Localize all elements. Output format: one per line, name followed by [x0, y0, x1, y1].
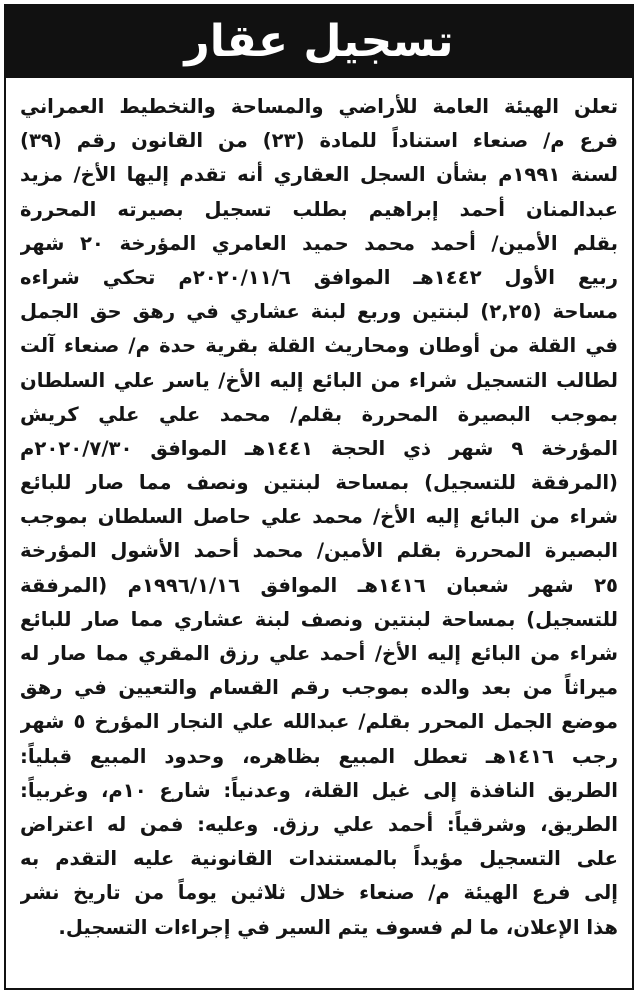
body-line-12: (المرفقة للتسجيل) بمساحة لبنتين ونصف مما صار للبائع — [20, 471, 618, 495]
body-line-15: ٢٥ شهر شعبان ١٤١٦هـ الموافق ١٩٩٦/١/١٦م (المرفقة — [20, 573, 618, 597]
body-line-5: بقلم الأمين/ أحمد محمد حميد العامري المؤرخة ٢٠ شهر — [20, 231, 618, 255]
notice-header — [6, 6, 632, 78]
body-line-16: للتسجيل) بمساحة لبنتين ونصف لبنة عشاري مما صار للبائع — [20, 607, 618, 631]
property-registration-notice — [4, 4, 634, 990]
body-line-7: مساحة (٢,٢٥) لبنتين وربع لبنة عشاري في رهق حق الجمل — [20, 300, 618, 324]
body-line-9: لطالب التسجيل شراء من البائع إليه الأخ/ ياسر علي السلطان — [20, 368, 618, 392]
body-line-10: بموجب البصيرة المحررة بقلم/ محمد علي علي كريش — [20, 402, 618, 426]
body-line-17: شراء من البائع إليه الأخ/ أحمد علي رزق المقري مما صار له — [20, 642, 618, 665]
body-line-3: لسنة ١٩٩١م بشأن السجل العقاري أنه تقدم إليها الأخ/ مزيد — [20, 163, 618, 187]
body-line-22: الطريق، وشرقياً: أحمد علي رزق. وعليه: فمن له اعتراض — [20, 812, 618, 836]
body-line-14: البصيرة المحررة بقلم الأمين/ محمد أحمد الأشول المؤرخة — [20, 539, 618, 563]
body-line-21: الطريق النافذة إلى غيل القلة، وعدنياً: شارع ١٠م، وغربياً: — [20, 778, 618, 802]
body-line-4: عبدالمنان أحمد إبراهيم بطلب تسجيل بصيرته المحررة — [20, 197, 618, 221]
body-line-25: هذا الإعلان، ما لم فسوف يتم السير في إجراءات التسجيل. — [58, 915, 618, 939]
body-line-2: فرع م/ صنعاء استناداً للمادة (٢٣) من القانون رقم (٣٩) — [20, 129, 618, 153]
body-line-1: تعلن الهيئة العامة للأراضي والمساحة والتخطيط العمراني — [20, 95, 618, 118]
body-line-20: رجب ١٤١٦هـ تعطل المبيع بظاهره، وحدود المبيع قبلياً: — [20, 744, 618, 768]
body-line-19: موضع الجمل المحرر بقلم/ عبدالله علي النجار المؤرخ ٥ شهر — [20, 710, 618, 734]
body-line-24: إلى فرع الهيئة م/ صنعاء خلال ثلاثين يوماً من تاريخ نشر — [20, 881, 618, 905]
body-line-11: المؤرخة ٩ شهر ذي الحجة ١٤٤١هـ الموافق ٢٠٢٠/٧/٣٠م — [20, 436, 618, 460]
body-line-6: ربيع الأول ١٤٤٢هـ الموافق ٢٠٢٠/١١/٦م تحكي شراءه — [20, 265, 618, 289]
body-line-23: على التسجيل مؤيداً بالمستندات القانونية عليه التقدم به — [20, 847, 618, 871]
body-line-18: ميراثاً من بعد والده بموجب رقم القسام والتعيين في رهق — [20, 676, 618, 700]
body-line-13: شراء من البائع إليه الأخ/ محمد علي حاصل السلطان بموجب — [20, 505, 618, 529]
notice-body — [20, 90, 618, 945]
notice-title: تسجيل عقار — [184, 16, 454, 67]
body-line-8: في القلة من أوطان ومحاريث القلة بقرية حدة م/ صنعاء آلت — [20, 334, 618, 358]
